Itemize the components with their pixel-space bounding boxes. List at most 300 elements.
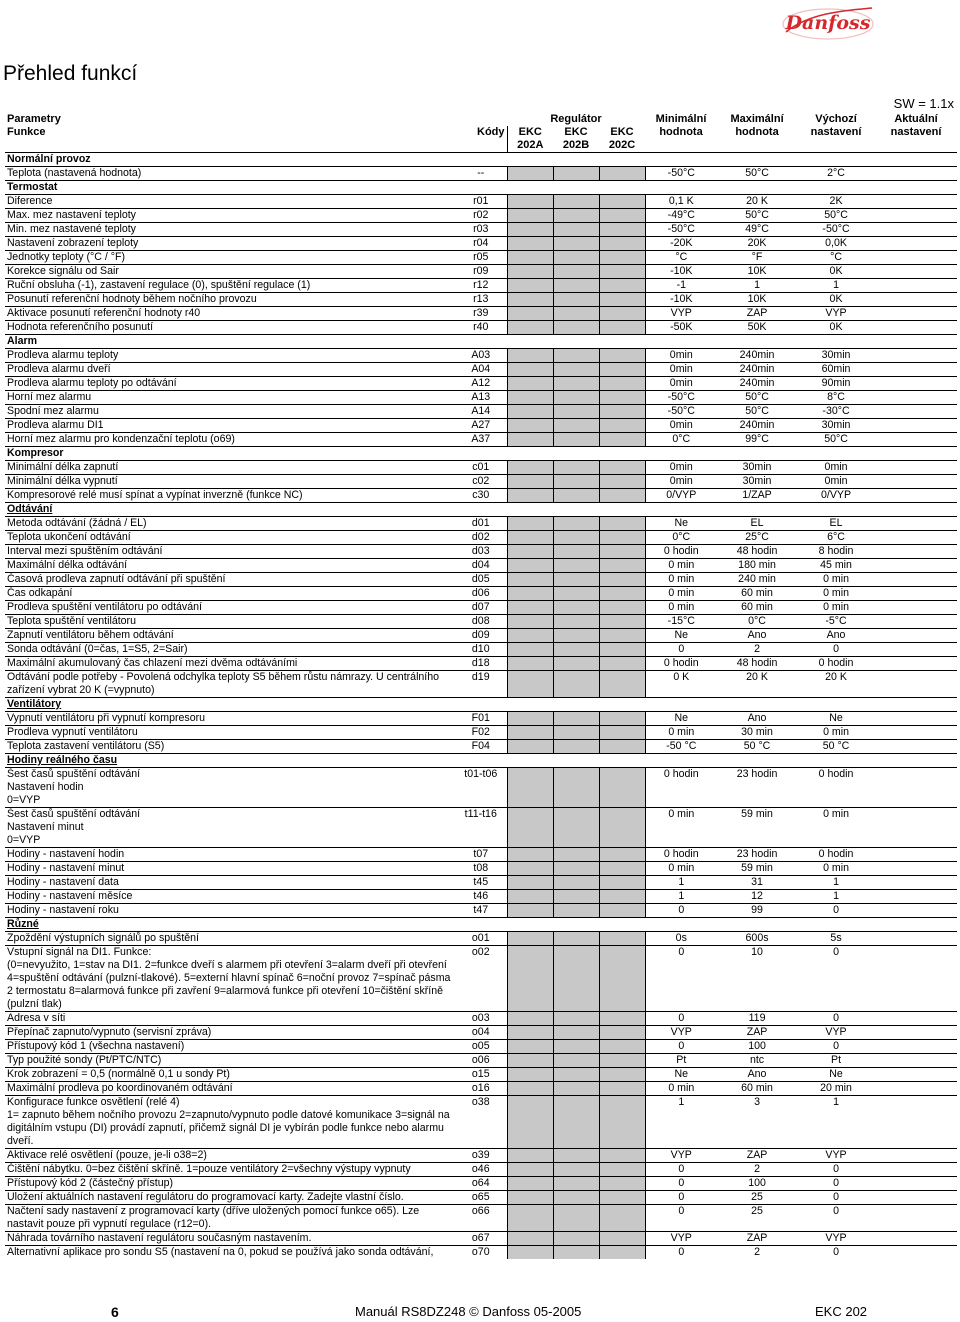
max-value: 23 hodin bbox=[717, 848, 797, 862]
ekc-202c-cell bbox=[599, 307, 645, 321]
actual-value bbox=[875, 615, 957, 629]
header-ekc-c-model: 202C bbox=[599, 139, 645, 153]
parameter-description: Alternativní aplikace pro sondu S5 (nastavení na 0, pokud se používá jako sonda odtávání, bbox=[5, 1246, 455, 1260]
ekc-202a-cell bbox=[507, 489, 553, 503]
min-value: -50°C bbox=[645, 391, 717, 405]
ekc-202a-cell bbox=[507, 321, 553, 335]
default-value: 0 bbox=[797, 1205, 875, 1232]
default-value: 8°C bbox=[797, 391, 875, 405]
min-value: 0min bbox=[645, 363, 717, 377]
header-min: Minimální bbox=[655, 113, 707, 125]
max-value: 180 min bbox=[717, 559, 797, 573]
min-value: 0min bbox=[645, 377, 717, 391]
parameter-row bbox=[5, 377, 957, 391]
actual-value bbox=[875, 1163, 957, 1177]
max-value: 31 bbox=[717, 876, 797, 890]
actual-value bbox=[875, 279, 957, 293]
max-value: Ano bbox=[717, 712, 797, 726]
ekc-202c-cell bbox=[599, 740, 645, 754]
parameter-row bbox=[5, 573, 957, 587]
parameter-code: o06 bbox=[455, 1054, 507, 1068]
parameter-row bbox=[5, 1246, 957, 1260]
actual-value bbox=[875, 1054, 957, 1068]
ekc-202b-cell bbox=[553, 1232, 599, 1246]
parameter-row bbox=[5, 601, 957, 615]
min-value: -50°C bbox=[645, 405, 717, 419]
parameter-row bbox=[5, 1191, 957, 1205]
min-value: 0 hodin bbox=[645, 545, 717, 559]
default-value: 0 min bbox=[797, 601, 875, 615]
parameter-code: t46 bbox=[455, 890, 507, 904]
max-value: ZAP bbox=[717, 307, 797, 321]
parameter-description: Minimální délka vypnutí bbox=[5, 475, 455, 489]
default-value: 0 hodin bbox=[797, 768, 875, 808]
actual-value bbox=[875, 251, 957, 265]
actual-value bbox=[875, 1246, 957, 1260]
ekc-202a-cell bbox=[507, 1068, 553, 1082]
default-value: 8 hodin bbox=[797, 545, 875, 559]
ekc-202b-cell bbox=[553, 726, 599, 740]
section-row bbox=[5, 335, 957, 349]
ekc-202a-cell bbox=[507, 643, 553, 657]
actual-value bbox=[875, 1012, 957, 1026]
default-value: 0 min bbox=[797, 862, 875, 876]
ekc-202a-cell bbox=[507, 890, 553, 904]
ekc-202a-cell bbox=[507, 405, 553, 419]
max-value: 23 hodin bbox=[717, 768, 797, 808]
parameter-description: Hodnota referenčního posunutí bbox=[5, 321, 455, 335]
min-value: 1 bbox=[645, 876, 717, 890]
default-value: EL bbox=[797, 517, 875, 531]
header-ekc-c: EKC bbox=[610, 126, 634, 138]
parameter-description: Odtávání podle potřeby - Povolená odchylka teploty S5 během růstu námrazy. U centrálního zařízení vybrat 20 K (=vypnuto) bbox=[5, 671, 455, 698]
section-row bbox=[5, 153, 957, 167]
ekc-202a-cell bbox=[507, 545, 553, 559]
actual-value bbox=[875, 293, 957, 307]
parameter-code: A14 bbox=[455, 405, 507, 419]
actual-value bbox=[875, 419, 957, 433]
ekc-202b-cell bbox=[553, 890, 599, 904]
parameter-code: d07 bbox=[455, 601, 507, 615]
actual-value bbox=[875, 1177, 957, 1191]
parameter-row bbox=[5, 363, 957, 377]
parameter-code: r03 bbox=[455, 223, 507, 237]
actual-value bbox=[875, 726, 957, 740]
ekc-202a-cell bbox=[507, 363, 553, 377]
min-value: -50K bbox=[645, 321, 717, 335]
header-default: Výchozí bbox=[815, 113, 857, 125]
ekc-202b-cell bbox=[553, 657, 599, 671]
ekc-202a-cell bbox=[507, 946, 553, 1012]
header-funkce: Funkce bbox=[7, 126, 46, 138]
actual-value bbox=[875, 391, 957, 405]
default-value: 0 min bbox=[797, 587, 875, 601]
max-value: 60 min bbox=[717, 601, 797, 615]
ekc-202c-cell bbox=[599, 1149, 645, 1163]
max-value: 50°C bbox=[717, 391, 797, 405]
min-value: -10K bbox=[645, 265, 717, 279]
ekc-202c-cell bbox=[599, 475, 645, 489]
actual-value bbox=[875, 307, 957, 321]
max-value: 99°C bbox=[717, 433, 797, 447]
default-value: 0 hodin bbox=[797, 848, 875, 862]
actual-value bbox=[875, 349, 957, 363]
ekc-202c-cell bbox=[599, 768, 645, 808]
default-value: 30min bbox=[797, 349, 875, 363]
parameter-code: r12 bbox=[455, 279, 507, 293]
ekc-202c-cell bbox=[599, 405, 645, 419]
actual-value bbox=[875, 643, 957, 657]
ekc-202b-cell bbox=[553, 1191, 599, 1205]
min-value: 0°C bbox=[645, 531, 717, 545]
section-title: Kompresor bbox=[5, 447, 957, 461]
ekc-202a-cell bbox=[507, 657, 553, 671]
default-value: Ne bbox=[797, 1068, 875, 1082]
parameter-row bbox=[5, 1012, 957, 1026]
min-value: -50°C bbox=[645, 167, 717, 181]
ekc-202a-cell bbox=[507, 209, 553, 223]
default-value: 20 min bbox=[797, 1082, 875, 1096]
parameter-code: A13 bbox=[455, 391, 507, 405]
parameter-description: Minimální délka zapnutí bbox=[5, 461, 455, 475]
default-value: 1 bbox=[797, 1096, 875, 1149]
max-value: Ano bbox=[717, 629, 797, 643]
ekc-202c-cell bbox=[599, 517, 645, 531]
actual-value bbox=[875, 265, 957, 279]
min-value: 0 bbox=[645, 1191, 717, 1205]
ekc-202a-cell bbox=[507, 195, 553, 209]
default-value: VYP bbox=[797, 307, 875, 321]
actual-value bbox=[875, 363, 957, 377]
min-value: -50 °C bbox=[645, 740, 717, 754]
parameter-description: Diference bbox=[5, 195, 455, 209]
ekc-202c-cell bbox=[599, 1040, 645, 1054]
min-value: 0min bbox=[645, 475, 717, 489]
max-value: 30 min bbox=[717, 726, 797, 740]
parameter-description: Vstupní signál na DI1. Funkce: (0=nevyužito, 1=stav na DI1. 2=funkce dveří s alarmem při otevření 3=alarm dveří při otevření 4=spuštění odtávání (pulzní-tlakové). 5=externí hlavní spínač 6=noční provoz 7=spínač pásma 2 termostatu 8=alarmová funkce při zavření 9=alarmová funkce při otevření 10=čištění skříně (pulzní tlak) bbox=[5, 946, 455, 1012]
ekc-202c-cell bbox=[599, 890, 645, 904]
ekc-202b-cell bbox=[553, 237, 599, 251]
parameter-code: d02 bbox=[455, 531, 507, 545]
default-value: 50 °C bbox=[797, 740, 875, 754]
min-value: 1 bbox=[645, 890, 717, 904]
actual-value bbox=[875, 657, 957, 671]
max-value: 50°C bbox=[717, 405, 797, 419]
default-value: 2°C bbox=[797, 167, 875, 181]
parameter-code: F01 bbox=[455, 712, 507, 726]
parameter-row bbox=[5, 671, 957, 698]
default-value: Pt bbox=[797, 1054, 875, 1068]
parameter-row bbox=[5, 405, 957, 419]
parameter-row bbox=[5, 1096, 957, 1149]
actual-value bbox=[875, 1082, 957, 1096]
default-value: 1 bbox=[797, 876, 875, 890]
default-value: 1 bbox=[797, 279, 875, 293]
ekc-202b-cell bbox=[553, 904, 599, 918]
parameter-code: t11-t16 bbox=[455, 808, 507, 848]
max-value: 1/ZAP bbox=[717, 489, 797, 503]
ekc-202c-cell bbox=[599, 349, 645, 363]
max-value: 10 bbox=[717, 946, 797, 1012]
ekc-202b-cell bbox=[553, 307, 599, 321]
actual-value bbox=[875, 461, 957, 475]
section-title: Různé bbox=[5, 918, 957, 932]
ekc-202a-cell bbox=[507, 848, 553, 862]
ekc-202a-cell bbox=[507, 629, 553, 643]
model-name: EKC 202 bbox=[815, 1304, 868, 1319]
ekc-202a-cell bbox=[507, 559, 553, 573]
ekc-202b-cell bbox=[553, 573, 599, 587]
parameter-description: Prodleva alarmu dveří bbox=[5, 363, 455, 377]
actual-value bbox=[875, 890, 957, 904]
ekc-202c-cell bbox=[599, 1054, 645, 1068]
actual-value bbox=[875, 932, 957, 946]
max-value: ZAP bbox=[717, 1149, 797, 1163]
default-value: VYP bbox=[797, 1026, 875, 1040]
parameter-code: o02 bbox=[455, 946, 507, 1012]
parameter-description: Adresa v síti bbox=[5, 1012, 455, 1026]
default-value: 50°C bbox=[797, 433, 875, 447]
max-value: Ano bbox=[717, 1068, 797, 1082]
parameter-description: Prodleva alarmu DI1 bbox=[5, 419, 455, 433]
ekc-202b-cell bbox=[553, 1149, 599, 1163]
ekc-202a-cell bbox=[507, 726, 553, 740]
ekc-202b-cell bbox=[553, 1026, 599, 1040]
actual-value bbox=[875, 531, 957, 545]
parameter-row bbox=[5, 848, 957, 862]
ekc-202b-cell bbox=[553, 1068, 599, 1082]
parameter-row bbox=[5, 1232, 957, 1246]
ekc-202c-cell bbox=[599, 167, 645, 181]
max-value: 59 min bbox=[717, 808, 797, 848]
function-overview-table bbox=[5, 113, 957, 1259]
default-value: 1 bbox=[797, 890, 875, 904]
actual-value bbox=[875, 1205, 957, 1232]
default-value: 2K bbox=[797, 195, 875, 209]
parameter-row bbox=[5, 1163, 957, 1177]
parameter-description: Hodiny - nastavení hodin bbox=[5, 848, 455, 862]
min-value: Pt bbox=[645, 1054, 717, 1068]
actual-value bbox=[875, 209, 957, 223]
min-value: 0 bbox=[645, 1040, 717, 1054]
default-value: 20 K bbox=[797, 671, 875, 698]
ekc-202b-cell bbox=[553, 601, 599, 615]
parameter-description: Kompresorové relé musí spínat a vypínat inverzně (funkce NC) bbox=[5, 489, 455, 503]
max-value: ZAP bbox=[717, 1232, 797, 1246]
parameter-description: Maximální akumulovaný čas chlazení mezi dvěma odtáváními bbox=[5, 657, 455, 671]
ekc-202b-cell bbox=[553, 671, 599, 698]
parameter-code: t47 bbox=[455, 904, 507, 918]
ekc-202c-cell bbox=[599, 433, 645, 447]
ekc-202b-cell bbox=[553, 876, 599, 890]
parameter-row bbox=[5, 629, 957, 643]
ekc-202b-cell bbox=[553, 587, 599, 601]
parameter-description: Čištění nábytku. 0=bez čištění skříně. 1=pouze ventilátory 2=všechny výstupy vypnuty bbox=[5, 1163, 455, 1177]
max-value: 10K bbox=[717, 265, 797, 279]
parameter-row bbox=[5, 876, 957, 890]
ekc-202c-cell bbox=[599, 904, 645, 918]
max-value: 240min bbox=[717, 363, 797, 377]
max-value: 10K bbox=[717, 293, 797, 307]
min-value: Ne bbox=[645, 712, 717, 726]
parameter-row bbox=[5, 1068, 957, 1082]
max-value: 48 hodin bbox=[717, 545, 797, 559]
actual-value bbox=[875, 946, 957, 1012]
ekc-202b-cell bbox=[553, 321, 599, 335]
ekc-202b-cell bbox=[553, 712, 599, 726]
parameter-description: Korekce signálu od Sair bbox=[5, 265, 455, 279]
ekc-202c-cell bbox=[599, 489, 645, 503]
max-value: 240 min bbox=[717, 573, 797, 587]
default-value: 0min bbox=[797, 475, 875, 489]
parameter-row bbox=[5, 531, 957, 545]
ekc-202b-cell bbox=[553, 768, 599, 808]
ekc-202b-cell bbox=[553, 363, 599, 377]
parameter-row bbox=[5, 946, 957, 1012]
ekc-202a-cell bbox=[507, 461, 553, 475]
ekc-202b-cell bbox=[553, 862, 599, 876]
max-value: 99 bbox=[717, 904, 797, 918]
default-value: Ano bbox=[797, 629, 875, 643]
default-value: 0 bbox=[797, 1191, 875, 1205]
min-value: 0 min bbox=[645, 559, 717, 573]
section-row bbox=[5, 698, 957, 712]
parameter-description: Prodleva alarmu teploty bbox=[5, 349, 455, 363]
default-value: 0 bbox=[797, 643, 875, 657]
ekc-202a-cell bbox=[507, 587, 553, 601]
actual-value bbox=[875, 1191, 957, 1205]
parameter-row bbox=[5, 1177, 957, 1191]
parameter-description: Aktivace relé osvětlení (pouze, je-li o38=2) bbox=[5, 1149, 455, 1163]
min-value: Ne bbox=[645, 517, 717, 531]
parameter-row bbox=[5, 726, 957, 740]
ekc-202b-cell bbox=[553, 405, 599, 419]
ekc-202c-cell bbox=[599, 601, 645, 615]
page-number: 6 bbox=[111, 1304, 119, 1320]
parameter-code: -- bbox=[455, 167, 507, 181]
ekc-202b-cell bbox=[553, 643, 599, 657]
ekc-202b-cell bbox=[553, 293, 599, 307]
ekc-202a-cell bbox=[507, 293, 553, 307]
ekc-202c-cell bbox=[599, 712, 645, 726]
ekc-202c-cell bbox=[599, 321, 645, 335]
default-value: 0,0K bbox=[797, 237, 875, 251]
parameter-description: Typ použité sondy (Pt/PTC/NTC) bbox=[5, 1054, 455, 1068]
actual-value bbox=[875, 671, 957, 698]
parameter-description: Teplota (nastavená hodnota) bbox=[5, 167, 455, 181]
max-value: 25 bbox=[717, 1205, 797, 1232]
max-value: 50°C bbox=[717, 209, 797, 223]
max-value: 50K bbox=[717, 321, 797, 335]
ekc-202c-cell bbox=[599, 223, 645, 237]
parameter-row bbox=[5, 740, 957, 754]
max-value: 119 bbox=[717, 1012, 797, 1026]
parameter-description: Teplota ukončení odtávání bbox=[5, 531, 455, 545]
default-value: 0 bbox=[797, 1163, 875, 1177]
ekc-202a-cell bbox=[507, 862, 553, 876]
ekc-202a-cell bbox=[507, 167, 553, 181]
ekc-202a-cell bbox=[507, 377, 553, 391]
parameter-row bbox=[5, 587, 957, 601]
ekc-202a-cell bbox=[507, 349, 553, 363]
section-row bbox=[5, 754, 957, 768]
parameter-code: r40 bbox=[455, 321, 507, 335]
actual-value bbox=[875, 377, 957, 391]
parameter-code: o05 bbox=[455, 1040, 507, 1054]
max-value: 30min bbox=[717, 475, 797, 489]
min-value: 0min bbox=[645, 419, 717, 433]
parameter-code: o64 bbox=[455, 1177, 507, 1191]
parameter-description: Přístupový kód 1 (všechna nastavení) bbox=[5, 1040, 455, 1054]
ekc-202a-cell bbox=[507, 712, 553, 726]
header-actual: Aktuální bbox=[894, 113, 938, 125]
ekc-202b-cell bbox=[553, 251, 599, 265]
max-value: 49°C bbox=[717, 223, 797, 237]
parameter-code: d06 bbox=[455, 587, 507, 601]
ekc-202a-cell bbox=[507, 1246, 553, 1260]
parameter-row bbox=[5, 559, 957, 573]
default-value: 0K bbox=[797, 265, 875, 279]
parameter-code: d19 bbox=[455, 671, 507, 698]
parameter-row bbox=[5, 489, 957, 503]
parameter-description: Horní mez alarmu bbox=[5, 391, 455, 405]
actual-value bbox=[875, 433, 957, 447]
parameter-description: Načtení sady nastavení z programovací karty (dříve uložených pomocí funkce o65). Lze nastavit pouze při vypnutí regulace (r12=0). bbox=[5, 1205, 455, 1232]
actual-value bbox=[875, 223, 957, 237]
min-value: 0 min bbox=[645, 1082, 717, 1096]
max-value: 2 bbox=[717, 1246, 797, 1260]
ekc-202a-cell bbox=[507, 1232, 553, 1246]
max-value: °F bbox=[717, 251, 797, 265]
parameter-code: d03 bbox=[455, 545, 507, 559]
parameter-row bbox=[5, 904, 957, 918]
parameter-description: Interval mezi spuštěním odtávání bbox=[5, 545, 455, 559]
ekc-202c-cell bbox=[599, 862, 645, 876]
parameter-code: r39 bbox=[455, 307, 507, 321]
parameter-code: o66 bbox=[455, 1205, 507, 1232]
parameter-row bbox=[5, 279, 957, 293]
default-value: 0K bbox=[797, 321, 875, 335]
parameter-row bbox=[5, 1054, 957, 1068]
parameter-description: Zpoždění výstupních signálů po spuštění bbox=[5, 932, 455, 946]
parameter-code: c30 bbox=[455, 489, 507, 503]
actual-value bbox=[875, 573, 957, 587]
header-max-2: hodnota bbox=[735, 126, 779, 138]
ekc-202b-cell bbox=[553, 1082, 599, 1096]
min-value: 0 bbox=[645, 946, 717, 1012]
max-value: 2 bbox=[717, 1163, 797, 1177]
ekc-202c-cell bbox=[599, 848, 645, 862]
default-value: 0min bbox=[797, 461, 875, 475]
parameter-description: Šest časů spuštění odtávání Nastavení hodin 0=VYP bbox=[5, 768, 455, 808]
ekc-202a-cell bbox=[507, 1205, 553, 1232]
ekc-202b-cell bbox=[553, 265, 599, 279]
max-value: 60 min bbox=[717, 1082, 797, 1096]
default-value: 0 bbox=[797, 1012, 875, 1026]
ekc-202c-cell bbox=[599, 237, 645, 251]
parameter-code: d05 bbox=[455, 573, 507, 587]
parameter-code: d08 bbox=[455, 615, 507, 629]
ekc-202c-cell bbox=[599, 265, 645, 279]
parameter-description: Maximální délka odtávání bbox=[5, 559, 455, 573]
ekc-202b-cell bbox=[553, 545, 599, 559]
header-row-3 bbox=[5, 139, 957, 153]
ekc-202a-cell bbox=[507, 265, 553, 279]
ekc-202c-cell bbox=[599, 726, 645, 740]
ekc-202c-cell bbox=[599, 671, 645, 698]
default-value: 60min bbox=[797, 363, 875, 377]
actual-value bbox=[875, 195, 957, 209]
